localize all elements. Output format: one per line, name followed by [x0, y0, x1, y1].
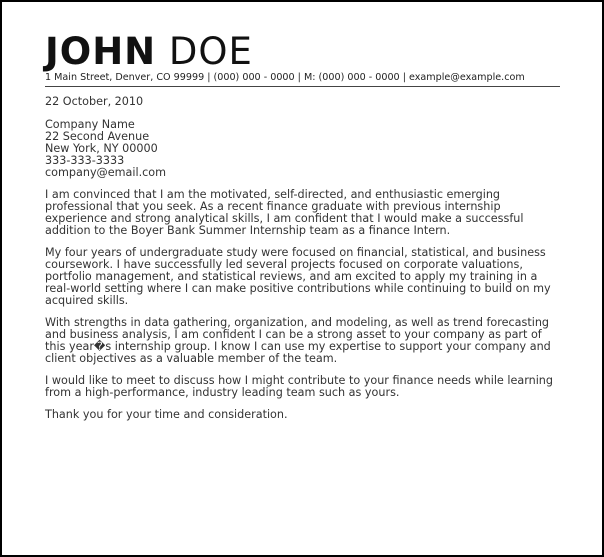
letter-date: 22 October, 2010 [45, 95, 144, 108]
recipient-street: 22 Second Avenue [45, 130, 150, 143]
sender-last-name: DOE [168, 30, 253, 73]
recipient-address [45, 119, 560, 179]
sender-first-name: JOHN [45, 30, 157, 73]
body-paragraph-meeting: I would like to meet to discuss how I might contribute to your finance needs while learning from a high-performance, industry leading team such as yours. [45, 374, 554, 399]
body-paragraph-strengths: With strengths in data gathering, organization, and modeling, as well as trend forecasting and business analysis, I am confident I can be a strong asset to your company as part of this year�s internship group. I know I can use my expertise to support your company and client objectives as a valuable member of the team. [45, 316, 551, 365]
letter-content [45, 32, 560, 421]
header-divider [45, 86, 560, 87]
sender-name [45, 32, 560, 72]
body-paragraph-education: My four years of undergraduate study were focused on financial, statistical, and business coursework. I have successfully led several projects focused on corporate valuations, portfolio management, and statistical reviews, and am excited to apply my training in a real-world setting where I can make positive contributions while continuing to build on my acquired skills. [45, 246, 551, 307]
body-paragraph-intro: I am convinced that I am the motivated, self-directed, and enthusiastic emerging professional that you seek. As a recent finance graduate with previous internship experience and strong analytical skills, I am confident that I would make a successful addition to the Boyer Bank Summer Internship team as a finance Intern. [45, 188, 524, 237]
recipient-company: Company Name [45, 118, 135, 131]
sender-contact-line: 1 Main Street, Denver, CO 99999 | (000) 000 - 0000 | M: (000) 000 - 0000 | example@example.com [45, 72, 525, 83]
closing-line: Thank you for your time and consideration. [45, 408, 288, 421]
recipient-city: New York, NY 00000 [45, 142, 158, 155]
recipient-email: company@email.com [45, 166, 167, 179]
recipient-phone: 333-333-3333 [45, 154, 125, 167]
